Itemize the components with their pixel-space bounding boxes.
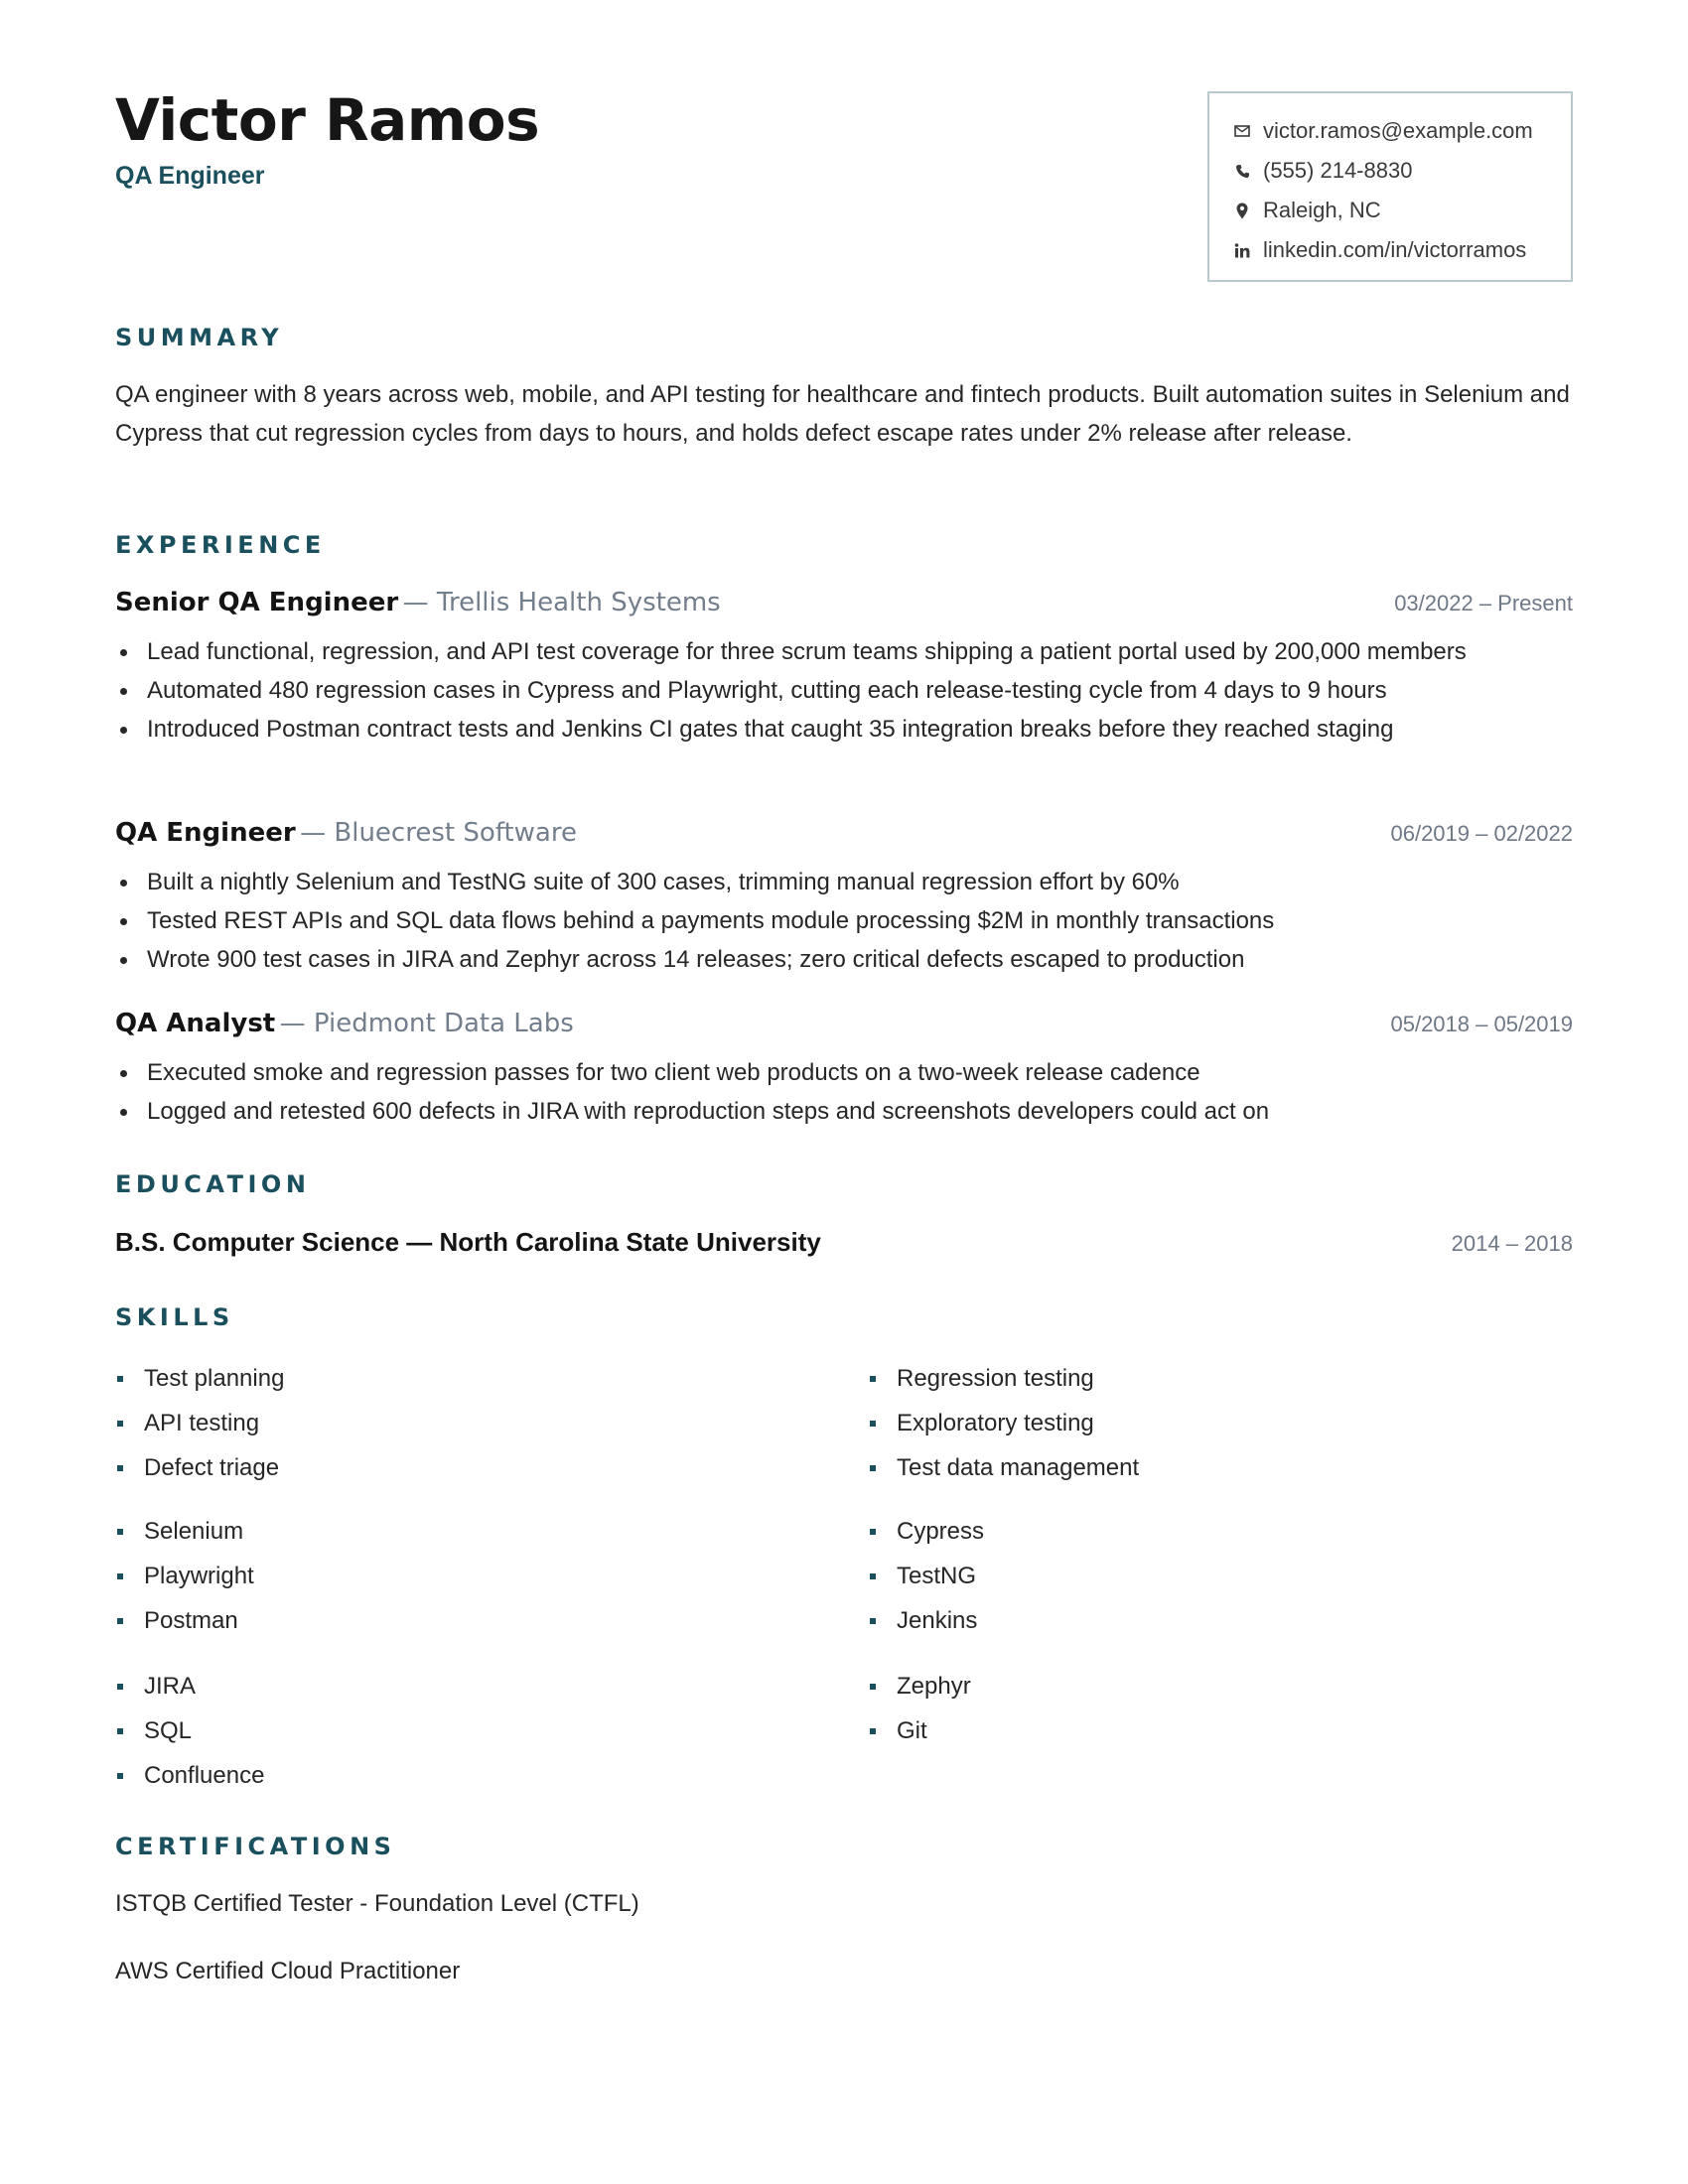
job-header [115, 1009, 1573, 1044]
resume-header [115, 0, 1573, 298]
skill-item: Postman [115, 1598, 254, 1643]
job-company: — Bluecrest Software [300, 818, 577, 848]
experience-heading: EXPERIENCE [115, 531, 326, 559]
job-bullet: Wrote 900 test cases in JIRA and Zephyr across 14 releases; zero critical defects escaped to production [115, 940, 1573, 979]
resume-page [115, 0, 1573, 1984]
phone-icon [1233, 162, 1251, 180]
contact-phone-text: (555) 214-8830 [1263, 158, 1413, 183]
job-company: — Piedmont Data Labs [279, 1009, 574, 1038]
education-entry [115, 1227, 1573, 1258]
contact-box [1207, 91, 1573, 282]
skill-item: Regression testing [868, 1356, 1139, 1401]
job-bullet: Lead functional, regression, and API test coverage for three scrum teams shipping a patient portal used by 200,000 members [115, 632, 1573, 671]
job-bullet: Built a nightly Selenium and TestNG suite of 300 cases, trimming manual regression effort by 60% [115, 863, 1573, 901]
skill-item: Test data management [868, 1445, 1139, 1490]
job-title: QA Engineer [115, 818, 296, 848]
skill-item: JIRA [115, 1664, 264, 1708]
skills-list [115, 1509, 254, 1643]
certifications-heading: CERTIFICATIONS [115, 1833, 396, 1860]
job-company: — Trellis Health Systems [402, 588, 721, 617]
contact-email-text: victor.ramos@example.com [1263, 118, 1533, 143]
contact-linkedin[interactable] [1233, 230, 1571, 270]
education-degree: B.S. Computer Science — North Carolina State University [115, 1227, 821, 1257]
job-dates: 03/2022 – Present [1394, 591, 1573, 615]
certification-item: AWS Certified Cloud Practitioner [115, 1958, 461, 1984]
certification-item: ISTQB Certified Tester - Foundation Level (CTFL) [115, 1890, 639, 1917]
job-dates: 06/2019 – 02/2022 [1390, 821, 1573, 846]
candidate-name: Victor Ramos [115, 86, 540, 154]
job-title: Senior QA Engineer [115, 588, 399, 617]
contact-location [1233, 191, 1571, 230]
mail-icon [1233, 122, 1251, 140]
job-title-line [115, 588, 721, 617]
job-bullet: Logged and retested 600 defects in JIRA with reproduction steps and screenshots developers could act on [115, 1092, 1573, 1131]
skill-item: Cypress [868, 1509, 984, 1554]
skill-item: Git [868, 1708, 971, 1753]
job-title-line [115, 818, 577, 848]
skill-item: Confluence [115, 1753, 264, 1798]
job-bullet: Tested REST APIs and SQL data flows behind a payments module processing $2M in monthly transactions [115, 901, 1573, 940]
skill-item: Defect triage [115, 1445, 284, 1490]
skills-list [868, 1509, 984, 1643]
skill-item: Test planning [115, 1356, 284, 1401]
job-bullet: Automated 480 regression cases in Cypress and Playwright, cutting each release-testing cycle from 4 days to 9 hours [115, 671, 1573, 710]
skill-item: API testing [115, 1401, 284, 1445]
job-bullets [115, 632, 1573, 749]
job-title-line [115, 1009, 574, 1038]
education-heading: EDUCATION [115, 1170, 311, 1198]
job-bullets [115, 863, 1573, 979]
job-bullet: Introduced Postman contract tests and Jenkins CI gates that caught 35 integration breaks before they reached staging [115, 710, 1573, 749]
summary-heading: SUMMARY [115, 324, 284, 351]
skills-list [868, 1356, 1139, 1490]
skills-list [115, 1356, 284, 1490]
education-dates: 2014 – 2018 [1451, 1231, 1573, 1256]
skill-item: Playwright [115, 1554, 254, 1598]
contact-linkedin-text: linkedin.com/in/victorramos [1263, 237, 1527, 262]
contact-location-text: Raleigh, NC [1263, 198, 1381, 222]
job-bullet: Executed smoke and regression passes for two client web products on a two-week release cadence [115, 1053, 1573, 1092]
linkedin-icon [1233, 241, 1251, 259]
skills-heading: SKILLS [115, 1303, 234, 1331]
contact-phone[interactable] [1233, 151, 1571, 191]
candidate-role: QA Engineer [115, 162, 265, 190]
skill-item: TestNG [868, 1554, 984, 1598]
location-pin-icon [1233, 202, 1251, 219]
job-dates: 05/2018 – 05/2019 [1390, 1012, 1573, 1036]
job-header [115, 588, 1573, 623]
skills-list [868, 1664, 971, 1753]
summary-text: QA engineer with 8 years across web, mobile, and API testing for healthcare and fintech products. Built automation suites in Selenium and Cypress that cut regression cycles from days to hours, and holds defect escape rates under 2% release after release. [115, 381, 1570, 447]
skill-item: Exploratory testing [868, 1401, 1139, 1445]
skills-list [115, 1664, 264, 1798]
job-header [115, 818, 1573, 854]
skill-item: Jenkins [868, 1598, 984, 1643]
skill-item: Zephyr [868, 1664, 971, 1708]
skill-item: SQL [115, 1708, 264, 1753]
skill-item: Selenium [115, 1509, 254, 1554]
job-bullets [115, 1053, 1573, 1131]
contact-email[interactable] [1233, 111, 1571, 151]
job-title: QA Analyst [115, 1009, 276, 1038]
